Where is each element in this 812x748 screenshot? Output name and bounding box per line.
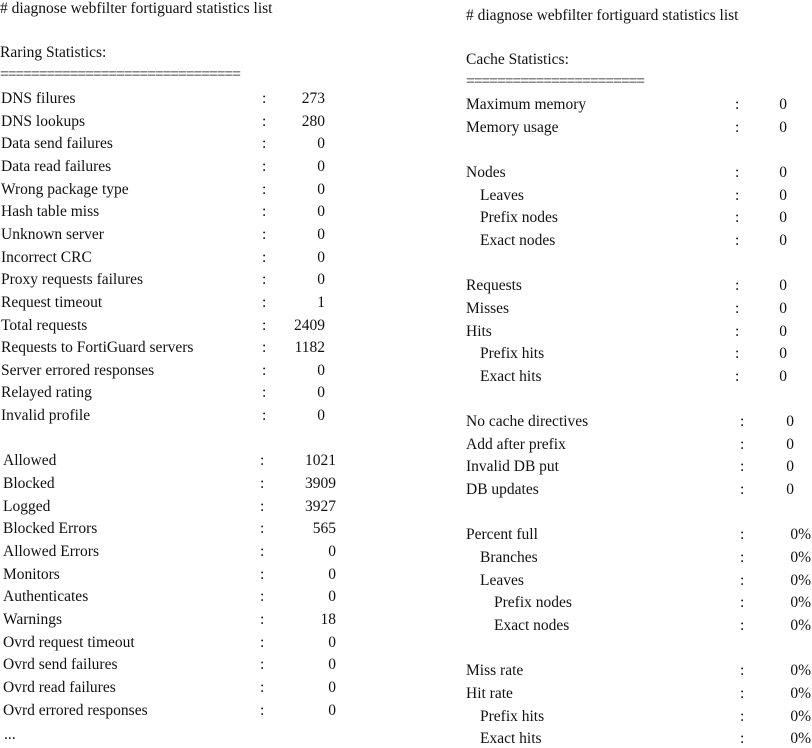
stat-value: 0%	[790, 730, 811, 748]
stat-value: 0	[328, 633, 336, 651]
stat-separator: :	[262, 407, 267, 425]
stat-separator: :	[740, 616, 745, 634]
stat-label: Hits	[466, 322, 492, 340]
stat-separator: :	[740, 730, 745, 748]
stat-value: 1021	[305, 452, 336, 470]
stat-label: Data send failures	[1, 135, 113, 153]
stat-value: 0	[786, 458, 794, 476]
stat-value: 0	[328, 656, 336, 674]
stat-separator: :	[262, 293, 267, 311]
stat-value: 0	[779, 118, 787, 136]
stat-value: 0%	[790, 526, 811, 544]
stat-value: 0	[328, 543, 336, 560]
stat-separator: :	[735, 118, 740, 136]
stat-label: Memory usage	[466, 118, 559, 136]
stat-value: 1182	[294, 339, 325, 357]
stat-label: No cache directives	[466, 413, 589, 431]
stat-separator: :	[262, 339, 267, 357]
stat-label: Proxy requests failures	[1, 271, 144, 289]
stat-value: 0	[317, 135, 325, 153]
stat-label: Monitors	[3, 565, 60, 583]
stat-separator: :	[740, 435, 745, 453]
stat-label: Maximum memory	[466, 96, 587, 113]
stat-value: 0	[317, 157, 325, 175]
stat-value: 0	[779, 277, 787, 295]
left-ellipsis: ...	[4, 726, 16, 743]
stat-value: 0	[317, 361, 325, 379]
stat-value: 0	[779, 231, 787, 249]
stat-label: Data read failures	[1, 157, 112, 175]
stat-value: 0%	[790, 684, 811, 702]
stat-separator: :	[260, 678, 265, 696]
stat-value: 0	[317, 203, 325, 221]
stat-label: Requests	[466, 277, 522, 295]
stat-value: 273	[301, 90, 325, 107]
stat-label: Branches	[480, 549, 538, 566]
stat-separator: :	[735, 209, 740, 227]
stat-value: 0	[779, 299, 787, 317]
stat-label: Nodes	[466, 163, 506, 181]
stat-label: Prefix hits	[480, 707, 545, 725]
stat-value: 0	[786, 435, 794, 453]
stat-label: Add after prefix	[466, 435, 566, 453]
stat-label: DNS lookups	[1, 112, 85, 130]
stat-value: 0	[779, 186, 787, 204]
stat-separator: :	[260, 452, 265, 470]
stat-separator: :	[735, 231, 740, 249]
stat-label: Exact nodes	[480, 231, 556, 249]
stat-label: Authenticates	[3, 588, 89, 606]
stat-label: Exact hits	[480, 367, 542, 385]
stat-label: Prefix nodes	[480, 209, 558, 227]
stat-label: Unknown server	[1, 225, 104, 243]
stat-value: 2409	[294, 316, 325, 334]
right-heading-rule: =======================	[466, 73, 645, 90]
stat-value: 0	[779, 322, 787, 340]
stat-separator: :	[262, 271, 267, 289]
stat-value: 0	[317, 384, 325, 402]
stat-value: 18	[320, 610, 336, 628]
stat-label: DB updates	[466, 481, 539, 499]
stat-separator: :	[262, 90, 267, 107]
stat-separator: :	[740, 594, 745, 612]
stat-label: Blocked Errors	[3, 520, 98, 538]
stat-separator: :	[262, 225, 267, 243]
stat-label: Leaves	[480, 186, 524, 204]
stat-value: 0	[328, 588, 336, 606]
stat-value: 0	[779, 163, 787, 181]
stat-separator: :	[262, 112, 267, 130]
stat-separator: :	[740, 571, 745, 589]
stat-value: 0%	[790, 616, 811, 634]
stat-separator: :	[260, 497, 265, 515]
stat-value: 565	[312, 520, 336, 538]
stat-separator: :	[262, 361, 267, 379]
stat-separator: :	[260, 701, 265, 719]
stat-label: Exact nodes	[494, 616, 570, 634]
stat-value: 0	[786, 481, 794, 499]
stat-separator: :	[740, 526, 745, 544]
stat-separator: :	[740, 684, 745, 702]
stat-value: 0	[328, 701, 336, 719]
stat-separator: :	[735, 277, 740, 295]
stat-separator: :	[260, 588, 265, 606]
stat-separator: :	[735, 299, 740, 317]
stat-label: Prefix hits	[480, 345, 545, 363]
stat-separator: :	[735, 345, 740, 363]
stat-separator: :	[262, 248, 267, 266]
stat-separator: :	[260, 520, 265, 538]
right-section-heading: Cache Statistics:	[466, 51, 569, 68]
stat-label: Request timeout	[1, 293, 103, 311]
stat-label: Ovrd read failures	[3, 678, 116, 696]
stat-label: Blocked	[3, 475, 55, 493]
stat-label: Hash table miss	[1, 203, 100, 221]
stat-label: Incorrect CRC	[1, 248, 92, 266]
stat-separator: :	[740, 707, 745, 725]
stat-value: 0	[317, 225, 325, 243]
stat-separator: :	[740, 413, 745, 431]
stat-separator: :	[740, 481, 745, 499]
stat-separator: :	[735, 322, 740, 340]
stat-value: 0	[317, 248, 325, 266]
stat-value: 1	[317, 293, 325, 311]
stat-label: Misses	[466, 299, 510, 317]
stat-value: 280	[301, 112, 325, 130]
stat-separator: :	[262, 157, 267, 175]
stat-separator: :	[740, 662, 745, 680]
stat-label: Allowed Errors	[3, 543, 99, 560]
stat-separator: :	[735, 96, 740, 113]
stat-value: 0	[328, 678, 336, 696]
stat-label: Logged	[3, 497, 51, 515]
stat-separator: :	[735, 367, 740, 385]
stat-value: 0	[328, 565, 336, 583]
stat-label: Prefix nodes	[494, 594, 572, 612]
stat-label: Leaves	[480, 571, 524, 589]
stat-separator: :	[735, 186, 740, 204]
stat-label: Total requests	[1, 316, 88, 334]
stat-value: 0	[779, 345, 787, 363]
stat-label: Warnings	[3, 610, 63, 628]
left-heading-rule: ===============================	[0, 66, 240, 83]
stat-label: Invalid DB put	[466, 458, 559, 476]
stat-value: 0	[779, 96, 787, 113]
stat-label: Relayed rating	[1, 384, 92, 402]
stat-separator: :	[260, 633, 265, 651]
right-command-line: # diagnose webfilter fortiguard statistics list	[466, 7, 739, 24]
stat-value: 3927	[305, 497, 336, 515]
stat-value: 3909	[305, 475, 336, 493]
stat-value: 0	[317, 271, 325, 289]
stat-separator: :	[262, 203, 267, 221]
stat-label: Requests to FortiGuard servers	[1, 339, 194, 357]
stat-separator: :	[260, 656, 265, 674]
stat-value: 0%	[790, 594, 811, 612]
stat-label: Ovrd request timeout	[3, 633, 135, 651]
stat-value: 0	[779, 367, 787, 385]
stat-separator: :	[260, 610, 265, 628]
stat-value: 0%	[790, 662, 811, 680]
stat-label: Invalid profile	[1, 407, 91, 425]
stat-separator: :	[740, 549, 745, 566]
stat-value: 0%	[790, 549, 811, 566]
stat-value: 0%	[790, 571, 811, 589]
stat-label: Server errored responses	[1, 361, 155, 379]
stat-separator: :	[262, 316, 267, 334]
left-command-line: # diagnose webfilter fortiguard statistics list	[0, 0, 273, 17]
stat-value: 0	[779, 209, 787, 227]
stat-label: Ovrd send failures	[3, 656, 118, 674]
stat-value: 0	[786, 413, 794, 431]
stat-label: Ovrd errored responses	[3, 701, 148, 719]
stat-value: 0	[317, 180, 325, 198]
stat-label: Wrong package type	[1, 180, 129, 198]
stat-separator: :	[262, 135, 267, 153]
stat-separator: :	[260, 565, 265, 583]
stat-separator: :	[262, 180, 267, 198]
stat-label: Exact hits	[480, 730, 542, 748]
stat-separator: :	[735, 163, 740, 181]
stat-label: Percent full	[466, 526, 538, 544]
stat-separator: :	[740, 458, 745, 476]
left-section-heading: Raring Statistics:	[0, 44, 107, 61]
stat-value: 0%	[790, 707, 811, 725]
stat-label: DNS filures	[1, 90, 76, 107]
stat-value: 0	[317, 407, 325, 425]
stat-separator: :	[260, 475, 265, 493]
stat-label: Hit rate	[466, 684, 513, 702]
stat-label: Miss rate	[466, 662, 524, 680]
stat-label: Allowed	[3, 452, 57, 470]
stat-separator: :	[260, 543, 265, 560]
stat-separator: :	[262, 384, 267, 402]
